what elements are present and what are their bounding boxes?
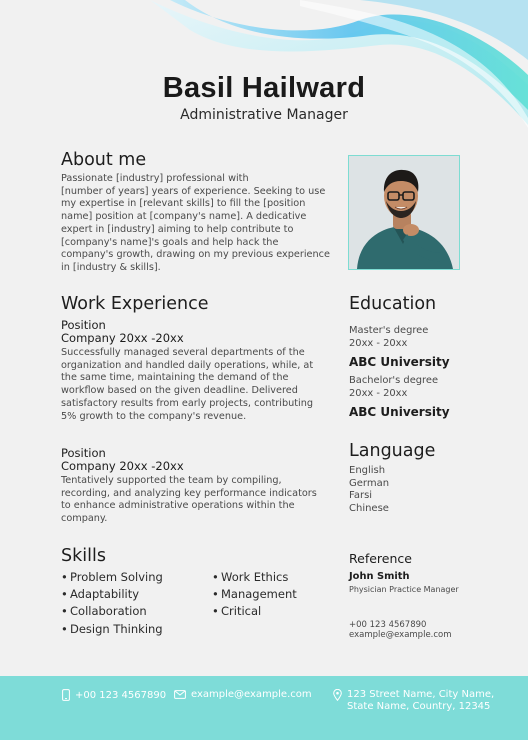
envelope-icon xyxy=(174,690,186,699)
skill-item: • Adaptability xyxy=(61,587,163,604)
reference-email: example@example.com xyxy=(349,630,452,640)
about-line: Passionate [industry] professional with xyxy=(61,173,249,184)
job-line: recording, and analyzing key performance indicators xyxy=(61,487,317,499)
job-company: Company 20xx -20xx xyxy=(61,331,184,345)
job-line: company. xyxy=(61,513,108,525)
job-company: Company 20xx -20xx xyxy=(61,459,184,473)
about-line: name] position at [company's name]. A dedicative xyxy=(61,211,307,223)
about-line: in [industry & skills]. xyxy=(61,261,161,273)
about-line: my expertise in [relevant skills] to fill the [position xyxy=(61,198,306,210)
skills-list-right xyxy=(212,570,297,622)
footer-address-line: 123 Street Name, City Name, xyxy=(347,689,495,700)
language-item: Farsi xyxy=(349,490,373,501)
education-school: ABC University xyxy=(349,355,450,369)
language-list xyxy=(349,465,389,515)
footer-phone-text: +00 123 4567890 xyxy=(75,689,167,701)
candidate-name: Basil Hailward xyxy=(162,72,366,104)
skill-item: • Design Thinking xyxy=(61,622,163,639)
skills-list-left xyxy=(61,570,163,639)
job-line: Successfully managed several departments of the xyxy=(61,347,305,358)
education-degree: Bachelor's degree xyxy=(349,375,439,386)
job-position: Position xyxy=(61,446,106,460)
language-heading: Language xyxy=(349,441,436,461)
skills-heading: Skills xyxy=(61,546,106,566)
skill-item: • Management xyxy=(212,587,297,604)
job-description xyxy=(61,475,317,526)
job-description xyxy=(61,347,313,423)
footer-email-text: example@example.com xyxy=(191,689,312,700)
footer-email xyxy=(174,689,312,700)
job-line: the same time, maintaining the demand of the xyxy=(61,372,289,384)
job-line: satisfactory results from early projects, contributing xyxy=(61,397,314,409)
language-item: English xyxy=(349,465,386,476)
about-text xyxy=(61,173,330,275)
about-line: company's growth, drawing on my previous experience xyxy=(61,249,330,261)
reference-phone: +00 123 4567890 xyxy=(349,620,427,630)
job-line: 5% growth to the company's revenue. xyxy=(61,410,247,422)
about-line: expert in [industry] aiming to help contribute to xyxy=(61,223,294,235)
education-years: 20xx - 20xx xyxy=(349,388,408,399)
reference-name: John Smith xyxy=(349,571,410,582)
education-degree: Master's degree xyxy=(349,325,429,336)
work-heading: Work Experience xyxy=(61,294,209,314)
job-line: organization and handled daily operations, while, at xyxy=(61,359,314,371)
contact-footer xyxy=(0,676,528,740)
reference-title: Physician Practice Manager xyxy=(349,585,459,594)
about-line: [number of years] years of experience. Seeking to use xyxy=(61,185,326,197)
education-years: 20xx - 20xx xyxy=(349,338,408,349)
about-heading: About me xyxy=(61,150,147,170)
skill-item: • Problem Solving xyxy=(61,570,163,587)
job-line: to enhance administrative operations within the xyxy=(61,500,295,512)
language-item: German xyxy=(349,477,390,489)
job-line: Tentatively supported the team by compiling, xyxy=(61,475,282,486)
footer-address-line: State Name, Country, 12345 xyxy=(347,701,491,712)
about-line: [company's name]'s goals and help hack the xyxy=(61,236,279,248)
language-item: Chinese xyxy=(349,502,389,514)
skill-item: • Critical xyxy=(212,604,297,621)
skill-item: • Work Ethics xyxy=(212,570,297,587)
education-school: ABC University xyxy=(349,405,450,419)
footer-phone xyxy=(62,689,166,701)
skill-item: • Collaboration xyxy=(61,604,163,621)
phone-icon xyxy=(62,689,70,701)
job-position: Position xyxy=(61,318,106,332)
footer-address xyxy=(333,689,494,713)
location-pin-icon xyxy=(333,689,342,701)
education-heading: Education xyxy=(349,294,437,314)
job-line: workflow based on the given deadline. Delivered xyxy=(61,385,298,397)
profile-photo xyxy=(348,155,460,270)
candidate-role: Administrative Manager xyxy=(180,107,348,123)
reference-heading: Reference xyxy=(349,551,412,566)
